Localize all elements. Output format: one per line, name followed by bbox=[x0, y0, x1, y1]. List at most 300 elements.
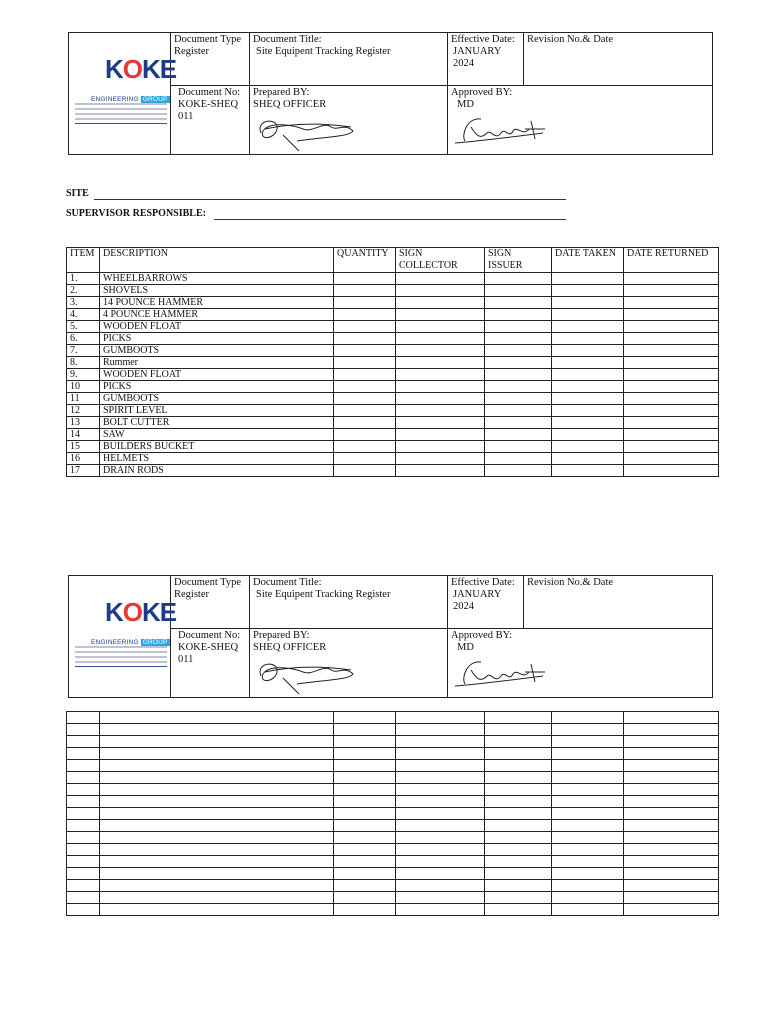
empty-cell[interactable] bbox=[485, 832, 552, 844]
empty-cell[interactable] bbox=[396, 712, 485, 724]
empty-cell[interactable] bbox=[100, 856, 334, 868]
empty-cell[interactable] bbox=[396, 796, 485, 808]
empty-cell[interactable] bbox=[100, 784, 334, 796]
empty-cell[interactable] bbox=[552, 273, 624, 285]
doc-title: Site Equipent Tracking Register bbox=[256, 589, 391, 600]
table-row bbox=[67, 405, 719, 417]
empty-cell[interactable] bbox=[334, 465, 396, 477]
empty-cell[interactable] bbox=[624, 832, 719, 844]
empty-cell[interactable] bbox=[334, 844, 396, 856]
col-date-taken: DATE TAKEN bbox=[552, 248, 624, 273]
empty-cell[interactable] bbox=[334, 393, 396, 405]
empty-cell[interactable] bbox=[396, 369, 485, 381]
item-description: PICKS bbox=[100, 381, 334, 393]
document-header-1 bbox=[68, 32, 713, 155]
table-row bbox=[67, 868, 719, 880]
empty-cell[interactable] bbox=[100, 712, 334, 724]
table-row bbox=[67, 285, 719, 297]
approved-signature-icon bbox=[451, 111, 551, 147]
empty-cell[interactable] bbox=[334, 453, 396, 465]
doc-title: Site Equipent Tracking Register bbox=[256, 46, 391, 57]
table-row bbox=[67, 772, 719, 784]
empty-cell[interactable] bbox=[552, 832, 624, 844]
empty-cell[interactable] bbox=[485, 844, 552, 856]
item-description: WHEELBARROWS bbox=[100, 273, 334, 285]
item-number: 2. bbox=[67, 285, 100, 297]
table-row bbox=[67, 273, 719, 285]
empty-cell[interactable] bbox=[624, 429, 719, 441]
supervisor-label: SUPERVISOR RESPONSIBLE: bbox=[66, 208, 206, 219]
table-row bbox=[67, 736, 719, 748]
logo-subtitle: ENGINEERING GROUP bbox=[91, 639, 168, 646]
item-number: 1. bbox=[67, 273, 100, 285]
empty-cell[interactable] bbox=[552, 904, 624, 916]
empty-cell[interactable] bbox=[485, 345, 552, 357]
empty-cell[interactable] bbox=[100, 748, 334, 760]
empty-cell[interactable] bbox=[552, 381, 624, 393]
empty-cell[interactable] bbox=[67, 748, 100, 760]
empty-cell[interactable] bbox=[485, 820, 552, 832]
empty-cell[interactable] bbox=[624, 712, 719, 724]
item-description: BUILDERS BUCKET bbox=[100, 441, 334, 453]
empty-cell[interactable] bbox=[485, 712, 552, 724]
empty-cell[interactable] bbox=[396, 273, 485, 285]
table-row bbox=[67, 712, 719, 724]
empty-cell[interactable] bbox=[334, 405, 396, 417]
empty-cell[interactable] bbox=[624, 333, 719, 345]
prepared-signature-icon bbox=[253, 111, 363, 153]
empty-cell[interactable] bbox=[334, 273, 396, 285]
empty-cell[interactable] bbox=[624, 844, 719, 856]
empty-cell[interactable] bbox=[624, 868, 719, 880]
company-logo bbox=[69, 576, 177, 698]
empty-cell[interactable] bbox=[100, 772, 334, 784]
empty-cell[interactable] bbox=[624, 784, 719, 796]
empty-cell[interactable] bbox=[552, 441, 624, 453]
doc-no-cell: Document No: KOKE-SHEQ 011 bbox=[171, 86, 250, 155]
empty-cell[interactable] bbox=[334, 772, 396, 784]
table-row bbox=[67, 820, 719, 832]
empty-cell[interactable] bbox=[396, 904, 485, 916]
empty-cell[interactable] bbox=[100, 892, 334, 904]
empty-cell[interactable] bbox=[334, 381, 396, 393]
empty-cell[interactable] bbox=[624, 736, 719, 748]
empty-cell[interactable] bbox=[67, 880, 100, 892]
empty-cell[interactable] bbox=[624, 309, 719, 321]
empty-cell[interactable] bbox=[334, 309, 396, 321]
table-row bbox=[67, 892, 719, 904]
empty-cell[interactable] bbox=[624, 405, 719, 417]
empty-cell[interactable] bbox=[552, 820, 624, 832]
empty-cell[interactable] bbox=[100, 760, 334, 772]
empty-cell[interactable] bbox=[552, 429, 624, 441]
empty-cell[interactable] bbox=[485, 429, 552, 441]
table-row bbox=[67, 321, 719, 333]
empty-cell[interactable] bbox=[485, 736, 552, 748]
empty-cell[interactable] bbox=[485, 760, 552, 772]
item-number: 11 bbox=[67, 393, 100, 405]
col-quantity: QUANTITY bbox=[334, 248, 396, 273]
table-row bbox=[67, 393, 719, 405]
empty-cell[interactable] bbox=[485, 796, 552, 808]
empty-cell[interactable] bbox=[552, 321, 624, 333]
logo-contact-lines bbox=[75, 103, 167, 127]
empty-cell[interactable] bbox=[396, 381, 485, 393]
table-row bbox=[67, 904, 719, 916]
empty-cell[interactable] bbox=[485, 465, 552, 477]
item-number: 16 bbox=[67, 453, 100, 465]
item-number: 5. bbox=[67, 321, 100, 333]
empty-cell[interactable] bbox=[334, 297, 396, 309]
empty-cell[interactable] bbox=[485, 309, 552, 321]
empty-cell[interactable] bbox=[552, 309, 624, 321]
empty-cell[interactable] bbox=[334, 760, 396, 772]
revision-cell: Revision No.& Date bbox=[524, 576, 713, 629]
table-row bbox=[67, 453, 719, 465]
table-row bbox=[67, 297, 719, 309]
empty-cell[interactable] bbox=[67, 844, 100, 856]
empty-cell[interactable] bbox=[485, 273, 552, 285]
table-row bbox=[67, 357, 719, 369]
empty-cell[interactable] bbox=[485, 405, 552, 417]
empty-cell[interactable] bbox=[396, 441, 485, 453]
empty-cell[interactable] bbox=[624, 796, 719, 808]
empty-cell[interactable] bbox=[67, 820, 100, 832]
empty-cell[interactable] bbox=[334, 796, 396, 808]
empty-cell[interactable] bbox=[624, 381, 719, 393]
item-number: 6. bbox=[67, 333, 100, 345]
empty-cell[interactable] bbox=[485, 321, 552, 333]
empty-cell[interactable] bbox=[396, 892, 485, 904]
item-description: WOODEN FLOAT bbox=[100, 321, 334, 333]
empty-cell[interactable] bbox=[485, 772, 552, 784]
empty-cell[interactable] bbox=[67, 736, 100, 748]
empty-cell[interactable] bbox=[485, 748, 552, 760]
empty-cell[interactable] bbox=[334, 441, 396, 453]
empty-cell[interactable] bbox=[624, 892, 719, 904]
empty-cell[interactable] bbox=[396, 297, 485, 309]
empty-cell[interactable] bbox=[396, 285, 485, 297]
empty-cell[interactable] bbox=[396, 345, 485, 357]
empty-cell[interactable] bbox=[67, 796, 100, 808]
empty-cell[interactable] bbox=[396, 844, 485, 856]
empty-cell[interactable] bbox=[396, 736, 485, 748]
empty-cell[interactable] bbox=[552, 748, 624, 760]
empty-cell[interactable] bbox=[624, 393, 719, 405]
empty-cell[interactable] bbox=[100, 832, 334, 844]
empty-cell[interactable] bbox=[100, 796, 334, 808]
doc-title-cell: Document Title: Site Equipent Tracking Register bbox=[250, 576, 448, 629]
empty-cell[interactable] bbox=[485, 880, 552, 892]
empty-cell[interactable] bbox=[624, 441, 719, 453]
empty-cell[interactable] bbox=[485, 333, 552, 345]
empty-cell[interactable] bbox=[552, 357, 624, 369]
doc-no-cell: Document No: KOKE-SHEQ 011 bbox=[171, 629, 250, 698]
empty-cell[interactable] bbox=[552, 772, 624, 784]
empty-cell[interactable] bbox=[552, 453, 624, 465]
empty-cell[interactable] bbox=[552, 796, 624, 808]
effective-date-cell: Effective Date: JANUARY 2024 bbox=[448, 33, 524, 86]
blank-equipment-table bbox=[66, 711, 719, 916]
company-logo bbox=[69, 33, 177, 155]
item-number: 10 bbox=[67, 381, 100, 393]
empty-cell[interactable] bbox=[396, 309, 485, 321]
empty-cell[interactable] bbox=[552, 784, 624, 796]
empty-cell[interactable] bbox=[624, 345, 719, 357]
empty-cell[interactable] bbox=[100, 736, 334, 748]
item-description: Rummer bbox=[100, 357, 334, 369]
empty-cell[interactable] bbox=[334, 285, 396, 297]
empty-cell[interactable] bbox=[624, 357, 719, 369]
table-row bbox=[67, 796, 719, 808]
logo-contact-lines bbox=[75, 646, 167, 670]
item-description: 4 POUNCE HAMMER bbox=[100, 309, 334, 321]
empty-cell[interactable] bbox=[67, 808, 100, 820]
item-description: SHOVELS bbox=[100, 285, 334, 297]
empty-cell[interactable] bbox=[485, 441, 552, 453]
col-sign-issuer: SIGN ISSUER bbox=[485, 248, 552, 273]
empty-cell[interactable] bbox=[552, 465, 624, 477]
empty-cell[interactable] bbox=[100, 868, 334, 880]
empty-cell[interactable] bbox=[67, 772, 100, 784]
empty-cell[interactable] bbox=[552, 880, 624, 892]
table-row bbox=[67, 844, 719, 856]
empty-cell[interactable] bbox=[334, 880, 396, 892]
empty-cell[interactable] bbox=[624, 856, 719, 868]
empty-cell[interactable] bbox=[100, 808, 334, 820]
empty-cell[interactable] bbox=[100, 904, 334, 916]
empty-cell[interactable] bbox=[485, 417, 552, 429]
empty-cell[interactable] bbox=[624, 417, 719, 429]
empty-cell[interactable] bbox=[485, 357, 552, 369]
empty-cell[interactable] bbox=[396, 393, 485, 405]
empty-cell[interactable] bbox=[396, 333, 485, 345]
empty-cell[interactable] bbox=[552, 417, 624, 429]
empty-cell[interactable] bbox=[624, 297, 719, 309]
empty-cell[interactable] bbox=[100, 820, 334, 832]
item-number: 8. bbox=[67, 357, 100, 369]
empty-cell[interactable] bbox=[396, 465, 485, 477]
empty-cell[interactable] bbox=[624, 748, 719, 760]
empty-cell[interactable] bbox=[552, 712, 624, 724]
empty-cell[interactable] bbox=[624, 273, 719, 285]
table-row bbox=[67, 760, 719, 772]
table-row bbox=[67, 724, 719, 736]
item-description: SPIRIT LEVEL bbox=[100, 405, 334, 417]
empty-cell[interactable] bbox=[67, 856, 100, 868]
empty-cell[interactable] bbox=[334, 784, 396, 796]
empty-cell[interactable] bbox=[624, 808, 719, 820]
item-description: GUMBOOTS bbox=[100, 393, 334, 405]
prepared-signature-icon bbox=[253, 654, 363, 696]
empty-cell[interactable] bbox=[67, 712, 100, 724]
empty-cell[interactable] bbox=[334, 357, 396, 369]
table-row bbox=[67, 784, 719, 796]
table-row bbox=[67, 309, 719, 321]
empty-cell[interactable] bbox=[334, 808, 396, 820]
doc-title-cell: Document Title: Site Equipent Tracking Register bbox=[250, 33, 448, 86]
empty-cell[interactable] bbox=[485, 369, 552, 381]
empty-cell[interactable] bbox=[334, 832, 396, 844]
empty-cell[interactable] bbox=[552, 405, 624, 417]
empty-cell[interactable] bbox=[485, 285, 552, 297]
empty-cell[interactable] bbox=[485, 892, 552, 904]
item-number: 13 bbox=[67, 417, 100, 429]
empty-cell[interactable] bbox=[67, 784, 100, 796]
empty-cell[interactable] bbox=[396, 808, 485, 820]
empty-cell[interactable] bbox=[334, 417, 396, 429]
empty-cell[interactable] bbox=[624, 369, 719, 381]
empty-cell[interactable] bbox=[552, 369, 624, 381]
empty-cell[interactable] bbox=[552, 285, 624, 297]
empty-cell[interactable] bbox=[624, 772, 719, 784]
empty-cell[interactable] bbox=[485, 724, 552, 736]
empty-cell[interactable] bbox=[396, 784, 485, 796]
table-row bbox=[67, 381, 719, 393]
logo-subtitle: ENGINEERING GROUP bbox=[91, 96, 168, 103]
empty-cell[interactable] bbox=[334, 892, 396, 904]
item-description: 14 POUNCE HAMMER bbox=[100, 297, 334, 309]
empty-cell[interactable] bbox=[624, 321, 719, 333]
table-row bbox=[67, 369, 719, 381]
empty-cell[interactable] bbox=[396, 405, 485, 417]
empty-cell[interactable] bbox=[334, 429, 396, 441]
empty-cell[interactable] bbox=[396, 417, 485, 429]
empty-cell[interactable] bbox=[334, 712, 396, 724]
empty-cell[interactable] bbox=[552, 333, 624, 345]
table-row bbox=[67, 748, 719, 760]
empty-cell[interactable] bbox=[396, 357, 485, 369]
empty-cell[interactable] bbox=[334, 856, 396, 868]
col-description: DESCRIPTION bbox=[100, 248, 334, 273]
empty-cell[interactable] bbox=[624, 904, 719, 916]
empty-cell[interactable] bbox=[334, 724, 396, 736]
empty-cell[interactable] bbox=[396, 321, 485, 333]
empty-cell[interactable] bbox=[396, 760, 485, 772]
item-number: 9. bbox=[67, 369, 100, 381]
empty-cell[interactable] bbox=[552, 760, 624, 772]
empty-cell[interactable] bbox=[552, 724, 624, 736]
empty-cell[interactable] bbox=[334, 868, 396, 880]
empty-cell[interactable] bbox=[396, 772, 485, 784]
item-description: SAW bbox=[100, 429, 334, 441]
empty-cell[interactable] bbox=[334, 736, 396, 748]
item-number: 14 bbox=[67, 429, 100, 441]
empty-cell[interactable] bbox=[396, 856, 485, 868]
empty-cell[interactable] bbox=[485, 856, 552, 868]
empty-cell[interactable] bbox=[100, 880, 334, 892]
empty-cell[interactable] bbox=[334, 748, 396, 760]
prepared-by-cell: Prepared BY: SHEQ OFFICER bbox=[250, 629, 448, 698]
empty-cell[interactable] bbox=[552, 808, 624, 820]
item-number: 3. bbox=[67, 297, 100, 309]
table-row bbox=[67, 832, 719, 844]
empty-cell[interactable] bbox=[552, 297, 624, 309]
empty-cell[interactable] bbox=[485, 297, 552, 309]
empty-cell[interactable] bbox=[396, 868, 485, 880]
empty-cell[interactable] bbox=[67, 724, 100, 736]
empty-cell[interactable] bbox=[485, 868, 552, 880]
empty-cell[interactable] bbox=[552, 393, 624, 405]
empty-cell[interactable] bbox=[552, 736, 624, 748]
empty-cell[interactable] bbox=[396, 429, 485, 441]
empty-cell[interactable] bbox=[485, 381, 552, 393]
approved-signature-icon bbox=[451, 654, 551, 690]
col-date-returned: DATE RETURNED bbox=[624, 248, 719, 273]
item-number: 17 bbox=[67, 465, 100, 477]
table-row bbox=[67, 417, 719, 429]
approved-by-cell: Approved BY: MD bbox=[448, 86, 713, 155]
empty-cell[interactable] bbox=[334, 345, 396, 357]
empty-cell[interactable] bbox=[485, 784, 552, 796]
empty-cell[interactable] bbox=[624, 465, 719, 477]
effective-date-cell: Effective Date: JANUARY 2024 bbox=[448, 576, 524, 629]
doc-type-cell: Document Type Register bbox=[171, 576, 250, 629]
empty-cell[interactable] bbox=[67, 832, 100, 844]
empty-cell[interactable] bbox=[396, 820, 485, 832]
empty-cell[interactable] bbox=[396, 748, 485, 760]
table-row bbox=[67, 333, 719, 345]
item-description: GUMBOOTS bbox=[100, 345, 334, 357]
empty-cell[interactable] bbox=[334, 820, 396, 832]
empty-cell[interactable] bbox=[334, 904, 396, 916]
empty-cell[interactable] bbox=[334, 333, 396, 345]
col-item: ITEM bbox=[67, 248, 100, 273]
item-number: 12 bbox=[67, 405, 100, 417]
empty-cell[interactable] bbox=[396, 724, 485, 736]
item-number: 7. bbox=[67, 345, 100, 357]
empty-cell[interactable] bbox=[485, 453, 552, 465]
item-number: 15 bbox=[67, 441, 100, 453]
empty-cell[interactable] bbox=[624, 453, 719, 465]
table-row bbox=[67, 441, 719, 453]
empty-cell[interactable] bbox=[100, 724, 334, 736]
supervisor-input-line[interactable] bbox=[214, 219, 566, 220]
empty-cell[interactable] bbox=[67, 760, 100, 772]
empty-cell[interactable] bbox=[552, 345, 624, 357]
empty-cell[interactable] bbox=[67, 892, 100, 904]
site-input-line[interactable] bbox=[94, 199, 566, 200]
empty-cell[interactable] bbox=[552, 844, 624, 856]
approved-by-cell: Approved BY: MD bbox=[448, 629, 713, 698]
empty-cell[interactable] bbox=[624, 285, 719, 297]
empty-cell[interactable] bbox=[624, 724, 719, 736]
empty-cell[interactable] bbox=[552, 856, 624, 868]
logo-wordmark: KOKE bbox=[105, 597, 177, 627]
empty-cell[interactable] bbox=[396, 832, 485, 844]
empty-cell[interactable] bbox=[485, 393, 552, 405]
item-description: DRAIN RODS bbox=[100, 465, 334, 477]
empty-cell[interactable] bbox=[552, 892, 624, 904]
empty-cell[interactable] bbox=[552, 868, 624, 880]
empty-cell[interactable] bbox=[67, 868, 100, 880]
empty-cell[interactable] bbox=[485, 904, 552, 916]
empty-cell[interactable] bbox=[624, 880, 719, 892]
empty-cell[interactable] bbox=[624, 820, 719, 832]
empty-cell[interactable] bbox=[396, 880, 485, 892]
empty-cell[interactable] bbox=[334, 321, 396, 333]
empty-cell[interactable] bbox=[100, 844, 334, 856]
empty-cell[interactable] bbox=[334, 369, 396, 381]
prepared-by-cell: Prepared BY: SHEQ OFFICER bbox=[250, 86, 448, 155]
empty-cell[interactable] bbox=[485, 808, 552, 820]
col-sign-collector: SIGN COLLECTOR bbox=[396, 248, 485, 273]
item-description: WOODEN FLOAT bbox=[100, 369, 334, 381]
empty-cell[interactable] bbox=[624, 760, 719, 772]
document-header-2 bbox=[68, 575, 713, 698]
empty-cell[interactable] bbox=[67, 904, 100, 916]
empty-cell[interactable] bbox=[396, 453, 485, 465]
